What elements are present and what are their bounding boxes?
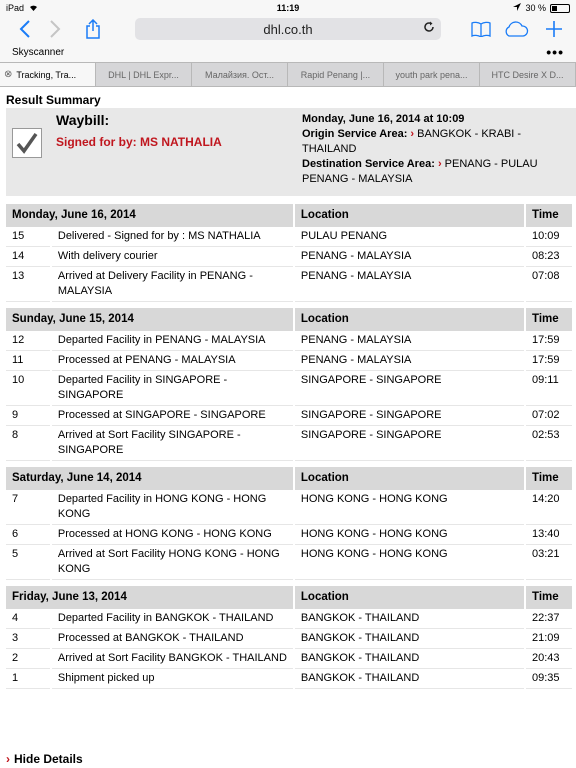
tab-label: DHL | DHL Expr... (108, 69, 179, 80)
table-row (6, 490, 572, 525)
event-description: Arrived at Sort Facility HONG KONG - HONG KONG (52, 545, 293, 580)
event-description: Arrived at Sort Facility BANGKOK - THAILAND (52, 649, 293, 669)
table-row (6, 406, 572, 426)
day-date: Monday, June 16, 2014 (6, 204, 293, 227)
event-time: 17:59 (526, 351, 572, 371)
status-right (513, 3, 570, 13)
tab-3[interactable] (288, 63, 384, 86)
more-bookmarks-button[interactable]: ••• (546, 44, 564, 60)
event-location: BANGKOK - THAILAND (295, 649, 524, 669)
time-header: Time (526, 461, 572, 490)
event-location: HONG KONG - HONG KONG (295, 525, 524, 545)
destination-value[interactable]: PENANG - PULAU PENANG - MALAYSIA (302, 158, 538, 185)
table-row (6, 351, 572, 371)
event-time: 21:09 (526, 629, 572, 649)
event-location: BANGKOK - THAILAND (295, 669, 524, 689)
tab-label: HTC Desire X D... (491, 69, 564, 80)
event-number: 14 (6, 247, 50, 267)
hide-details-link[interactable] (6, 752, 83, 766)
event-time: 13:40 (526, 525, 572, 545)
cloud-icon (503, 21, 529, 37)
event-description: Processed at SINGAPORE - SINGAPORE (52, 406, 293, 426)
close-tab-icon[interactable]: ⊗ (4, 69, 13, 80)
event-number: 4 (6, 609, 50, 629)
bookmarks-button[interactable] (466, 16, 496, 42)
origin-label: Origin Service Area: (302, 128, 408, 140)
event-description: Arrived at Delivery Facility in PENANG - MALAYSIA (52, 267, 293, 302)
plus-icon (545, 20, 563, 38)
event-number: 2 (6, 649, 50, 669)
event-description: Processed at BANGKOK - THAILAND (52, 629, 293, 649)
checkmark-icon (12, 128, 42, 158)
tab-0[interactable] (0, 63, 96, 86)
waybill-label: Waybill: (56, 112, 110, 128)
table-row (6, 609, 572, 629)
table-row (6, 426, 572, 461)
day-date: Friday, June 13, 2014 (6, 580, 293, 609)
share-icon (85, 19, 101, 39)
event-description: Processed at HONG KONG - HONG KONG (52, 525, 293, 545)
table-row (6, 545, 572, 580)
event-number: 3 (6, 629, 50, 649)
browser-toolbar (0, 16, 576, 42)
delivery-date: Monday, June 16, 2014 at 10:09 (302, 113, 465, 125)
table-row (6, 669, 572, 689)
tab-2[interactable] (192, 63, 288, 86)
summary-details (302, 112, 572, 187)
event-time: 09:35 (526, 669, 572, 689)
event-description: With delivery courier (52, 247, 293, 267)
event-time: 09:11 (526, 371, 572, 406)
table-row (6, 525, 572, 545)
event-number: 13 (6, 267, 50, 302)
event-description: Arrived at Sort Facility SINGAPORE - SINGAPORE (52, 426, 293, 461)
tab-label: youth park pena... (395, 69, 468, 80)
bookmarks-bar (0, 42, 576, 62)
bookmark-skyscanner[interactable]: Skyscanner (12, 46, 65, 58)
tab-label: Малайзия. Ост... (204, 69, 275, 80)
event-time: 07:08 (526, 267, 572, 302)
reload-icon[interactable] (423, 20, 435, 36)
location-icon (513, 3, 521, 13)
status-bar (0, 0, 576, 16)
events-table (4, 204, 574, 689)
event-location: SINGAPORE - SINGAPORE (295, 406, 524, 426)
location-header: Location (295, 302, 524, 331)
event-number: 9 (6, 406, 50, 426)
tab-label: Rapid Penang |... (300, 69, 371, 80)
event-time: 08:23 (526, 247, 572, 267)
event-number: 7 (6, 490, 50, 525)
red-chevron-icon: › (410, 128, 415, 140)
url-text: dhl.co.th (263, 21, 313, 37)
event-number: 11 (6, 351, 50, 371)
event-number: 1 (6, 669, 50, 689)
event-location: PENANG - MALAYSIA (295, 247, 524, 267)
tab-1[interactable] (96, 63, 192, 86)
address-bar[interactable] (135, 18, 441, 40)
time-header: Time (526, 302, 572, 331)
book-icon (471, 21, 491, 37)
event-number: 12 (6, 331, 50, 351)
destination-label: Destination Service Area: (302, 158, 435, 170)
tab-4[interactable] (384, 63, 480, 86)
device-name: iPad (6, 3, 25, 13)
event-location: SINGAPORE - SINGAPORE (295, 371, 524, 406)
event-description: Departed Facility in SINGAPORE - SINGAPORE (52, 371, 293, 406)
table-row (6, 649, 572, 669)
icloud-tabs-button[interactable] (496, 16, 536, 42)
event-time: 17:59 (526, 331, 572, 351)
day-header-row (6, 302, 572, 331)
table-row (6, 267, 572, 302)
event-description: Processed at PENANG - MALAYSIA (52, 351, 293, 371)
new-tab-button[interactable] (536, 16, 572, 42)
signed-for-text: Signed for by: MS NATHALIA (56, 135, 222, 149)
tab-label: Tracking, Tra... (16, 69, 77, 80)
share-button[interactable] (78, 16, 108, 42)
event-time: 02:53 (526, 426, 572, 461)
result-summary-heading: Result Summary (6, 93, 101, 107)
event-location: HONG KONG - HONG KONG (295, 490, 524, 525)
hide-details-label: Hide Details (14, 752, 83, 766)
event-description: Departed Facility in PENANG - MALAYSIA (52, 331, 293, 351)
day-date: Sunday, June 15, 2014 (6, 302, 293, 331)
battery-icon (550, 4, 570, 13)
event-description: Shipment picked up (52, 669, 293, 689)
red-chevron-icon: › (6, 752, 10, 766)
day-header-row (6, 204, 572, 227)
day-date: Saturday, June 14, 2014 (6, 461, 293, 490)
event-number: 8 (6, 426, 50, 461)
event-location: BANGKOK - THAILAND (295, 609, 524, 629)
status-left (6, 3, 39, 13)
time-header: Time (526, 204, 572, 227)
toolbar-right (466, 16, 572, 42)
event-location: PULAU PENANG (295, 227, 524, 247)
event-time: 03:21 (526, 545, 572, 580)
event-time: 07:02 (526, 406, 572, 426)
event-time: 20:43 (526, 649, 572, 669)
time-header: Time (526, 580, 572, 609)
event-location: PENANG - MALAYSIA (295, 267, 524, 302)
event-time: 10:09 (526, 227, 572, 247)
status-time: 11:19 (276, 3, 300, 13)
event-location: PENANG - MALAYSIA (295, 331, 524, 351)
page-content (0, 93, 576, 689)
summary-box (6, 108, 576, 196)
table-row (6, 247, 572, 267)
event-time: 22:37 (526, 609, 572, 629)
day-header-row (6, 461, 572, 490)
event-description: Departed Facility in BANGKOK - THAILAND (52, 609, 293, 629)
event-time: 14:20 (526, 490, 572, 525)
event-number: 6 (6, 525, 50, 545)
table-row (6, 371, 572, 406)
location-header: Location (295, 461, 524, 490)
location-header: Location (295, 580, 524, 609)
back-chevron-icon (19, 20, 31, 38)
table-row (6, 629, 572, 649)
tab-bar (0, 62, 576, 87)
event-location: PENANG - MALAYSIA (295, 351, 524, 371)
event-description: Delivered - Signed for by : MS NATHALIA (52, 227, 293, 247)
table-row (6, 331, 572, 351)
battery-percent: 30 % (525, 3, 546, 13)
back-button[interactable] (10, 16, 40, 42)
origin-value[interactable]: BANGKOK - KRABI - THAILAND (302, 128, 522, 155)
event-number: 15 (6, 227, 50, 247)
table-row (6, 227, 572, 247)
wifi-icon (28, 3, 39, 13)
event-description: Departed Facility in HONG KONG - HONG KONG (52, 490, 293, 525)
event-location: SINGAPORE - SINGAPORE (295, 426, 524, 461)
event-location: HONG KONG - HONG KONG (295, 545, 524, 580)
event-location: BANGKOK - THAILAND (295, 629, 524, 649)
forward-button[interactable] (40, 16, 70, 42)
tab-5[interactable] (480, 63, 576, 86)
red-chevron-icon: › (437, 158, 442, 170)
day-header-row (6, 580, 572, 609)
location-header: Location (295, 204, 524, 227)
event-number: 10 (6, 371, 50, 406)
forward-chevron-icon (49, 20, 61, 38)
event-number: 5 (6, 545, 50, 580)
